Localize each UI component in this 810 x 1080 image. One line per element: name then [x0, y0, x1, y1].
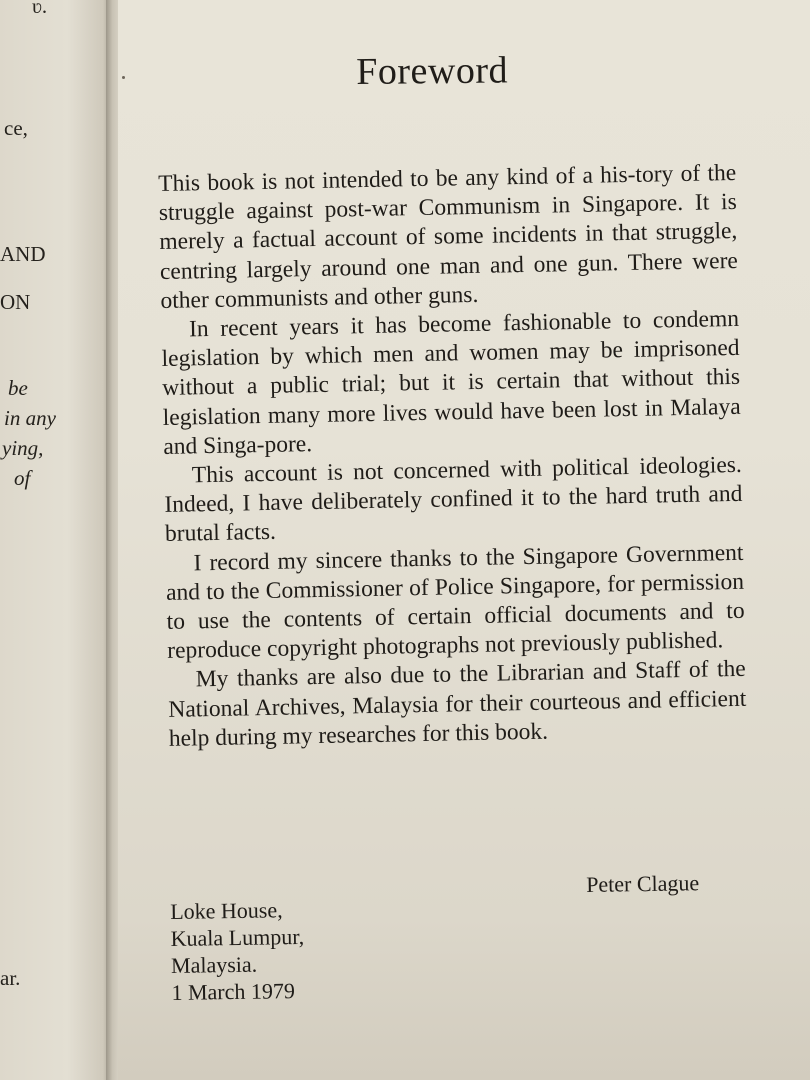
foreword-paragraph-5: My thanks are also due to the Librarian and Staff of the National Archives, Malaysia for their courteous and efficient help during my researches for this book.	[168, 656, 747, 752]
foreword-paragraph-3: This account is not concerned with political ideologies. Indeed, I have deliberately confined it to the hard truth and brutal facts.	[164, 451, 743, 548]
left-page-fragment: AND	[0, 242, 46, 266]
left-page-fragment: be	[8, 376, 28, 400]
author-signature: Peter Clague	[586, 870, 700, 897]
page-title: Foreword	[356, 49, 509, 93]
left-page-fragment: ar.	[0, 966, 21, 990]
left-page-fragment: ce,	[4, 116, 28, 140]
date-line: 1 March 1979	[171, 978, 296, 1005]
left-page-fragment: ON	[0, 290, 31, 314]
foreword-paragraph-1: This book is not intended to be any kind of a his-tory of the struggle against post-war Communism in Singapore. It is merely a factual account of some incidents in that struggle, centring largely around one man and one gun. There were other communists and other guns.	[158, 159, 739, 314]
address-line: Kuala Lumpur,	[170, 923, 305, 951]
address-line: Malaysia.	[170, 951, 258, 978]
foreword-paragraph-2: In recent years it has become fashionable to condemn legislation by which men and women may be imprisoned without a public trial; but it is certain that without this legislation many more lives would have been lost in Malaya and Singa-pore.	[161, 305, 741, 460]
address-block	[170, 896, 305, 1006]
paper-speck	[122, 76, 125, 79]
left-page-fragment: ying,	[2, 436, 44, 460]
address-line: Loke House,	[170, 897, 283, 924]
foreword-paragraph-4: I record my sincere thanks to the Singapore Government and to the Commissioner of Police Singapore, for permission to use the contents of certain official documents and to reproduce copyright photographs not previously published.	[165, 539, 745, 665]
left-page-fragment: of	[14, 466, 31, 490]
left-page	[0, 0, 112, 1080]
left-page-fragment: ʋ.	[32, 0, 48, 18]
left-page-fragment: in any	[4, 406, 56, 430]
foreword-body	[158, 159, 747, 754]
